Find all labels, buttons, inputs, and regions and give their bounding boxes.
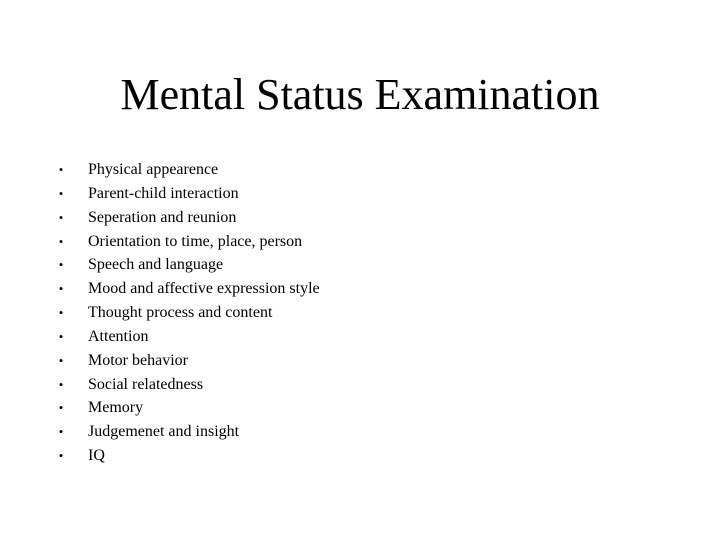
list-item-label: IQ — [88, 447, 105, 465]
bullet-icon: • — [58, 305, 64, 321]
slide-title: Mental Status Examination — [120, 70, 600, 119]
list-item-label: Mood and affective expression style — [88, 280, 320, 298]
list-item-label: Social relatedness — [88, 375, 204, 393]
list-item-label: Thought process and content — [88, 304, 273, 322]
list-item-label: Judgemenet and insight — [88, 423, 240, 441]
bullet-icon: • — [58, 257, 64, 273]
bullet-icon: • — [58, 185, 64, 201]
list-item-label: Physical appearence — [88, 161, 219, 178]
list-item-label: Orientation to time, place, person — [88, 232, 303, 250]
bullet-icon: • — [58, 448, 64, 464]
list-item-label: Seperation and reunion — [88, 208, 237, 226]
bullet-icon: • — [58, 209, 64, 225]
bullet-icon: • — [58, 162, 64, 177]
list-item-label: Attention — [88, 327, 149, 345]
bullet-icon: • — [58, 376, 64, 392]
list-item-label: Speech and language — [88, 256, 224, 274]
bullet-icon: • — [58, 328, 64, 344]
bullet-icon: • — [58, 424, 64, 440]
list-item-label: Memory — [88, 399, 144, 417]
bullet-icon: • — [58, 352, 64, 368]
list-item-label: Motor behavior — [88, 351, 188, 369]
bullet-icon: • — [58, 400, 64, 416]
bullet-icon: • — [58, 233, 64, 249]
list-item-label: Parent-child interaction — [88, 184, 239, 202]
bullet-icon: • — [58, 281, 64, 297]
